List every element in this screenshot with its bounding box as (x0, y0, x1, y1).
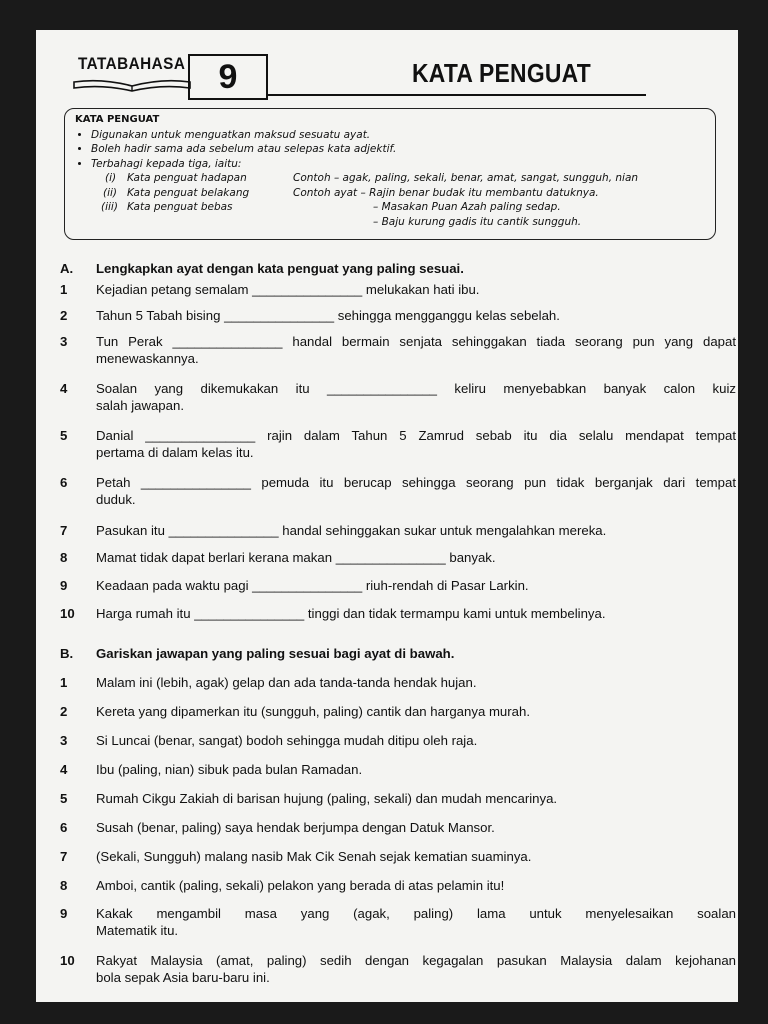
info-bullet: • Terbahagi kepada tiga, iaitu: (91, 157, 705, 172)
chapter-number: 9 (188, 54, 268, 100)
info-bullets (75, 128, 705, 172)
type-row: (iii) Kata penguat bebas – Masakan Puan Azah paling sedap. (101, 201, 561, 213)
worksheet-page: TATABAHASA 9 KATA PENGUAT KATA PENGUAT • Digunakan untuk menguatkan maksud sesuatu ayat. • Boleh hadir sama ada sebelum atau selepas kata adjektif. • Terbahagi kepada tiga, iaitu: (i) Kata penguat hadapan Contoh – agak, paling, sekali, benar, amat, sangat, sungguh, nian (ii) Kata penguat belakang Contoh ayat – Rajin benar budak itu membantu datuknya. (iii) Kata penguat bebas – Masakan Puan Azah paling sedap. – Baju kurung gadis itu cantik sungguh. A. Lengkapkan ayat dengan kata penguat yang paling sesuai. 1 Kejadian petang semalam _______________ melukakan hati ibu. 2 Tahun 5 Tabah bising _______________ sehingga mengganggu kelas sebelah. 3 Tun Perak _______________ handal bermain senjata sehinggakan tiada seorang pun yang dapat menewaskannya. 4 Soalan yang dikemukakan itu _______________ keliru menyebabkan banyak calon kuiz salah jawapan. 5 Danial _______________ rajin dalam Tahun 5 Zamrud sebab itu dia selalu mendapat tempat pertama di dalam kelas itu. 6 Petah _______________ pemuda itu berucap sehingga seorang pun tidak berganjak dari tempat duduk. 7 Pasukan itu _______________ handal sehinggakan sukar untuk mengalahkan mereka. 8 Mamat tidak dapat berlari kerana makan _______________ banyak. 9 Keadaan pada waktu pagi _______________ riuh-rendah di Pasar Larkin. 10 Harga rumah itu _______________ tinggi dan tidak termampu kami untuk membelinya. B. Gariskan jawapan yang paling sesuai bagi ayat di bawah. 1 Malam ini (lebih, agak) gelap dan ada tanda-tanda hendak hujan. 2 Kereta yang dipamerkan itu (sungguh, paling) cantik dan harganya murah. 3 Si Luncai (benar, sangat) bodoh sehingga mudah ditipu oleh raja. 4 Ibu (paling, nian) sibuk pada bulan Ramadan. 5 Rumah Cikgu Zakiah di barisan hujung (paling, sekali) dan mudah mencarinya. 6 Susah (benar, paling) saya hendak berjumpa dengan Datuk Mansor. 7 (Sekali, Sungguh) malang nasib Mak Cik Senah sejak kematian suaminya. 8 Amboi, cantik (paling, sekali) pelakon yang berada di atas pelamin itu! 9 Kakak mengambil masa yang (agak, paling) lama untuk menyelesaikan soalan Matematik itu. 10 Rakyat Malaysia (amat, paling) sedih dengan kegagalan pasukan Malaysia dalam kejohanan bola sepak Asia baru-baru ini. (36, 30, 738, 1002)
page-title: KATA PENGUAT (412, 58, 591, 88)
info-bullet: • Digunakan untuk menguatkan maksud sesuatu ayat. (91, 128, 705, 143)
type-row: (i) Kata penguat hadapan Contoh – agak, paling, sekali, benar, amat, sangat, sungguh, nian (105, 172, 639, 184)
type-row: – Baju kurung gadis itu cantik sungguh. (373, 215, 582, 228)
open-book-icon (72, 78, 192, 92)
info-bullet: • Boleh hadir sama ada sebelum atau selepas kata adjektif. (91, 142, 705, 157)
info-box (64, 108, 716, 240)
header-rule (266, 94, 646, 96)
info-title: KATA PENGUAT (75, 114, 160, 125)
series-title: TATABAHASA (78, 54, 186, 73)
type-row: (ii) Kata penguat belakang Contoh ayat – Rajin benar budak itu membantu datuknya. (103, 186, 599, 199)
